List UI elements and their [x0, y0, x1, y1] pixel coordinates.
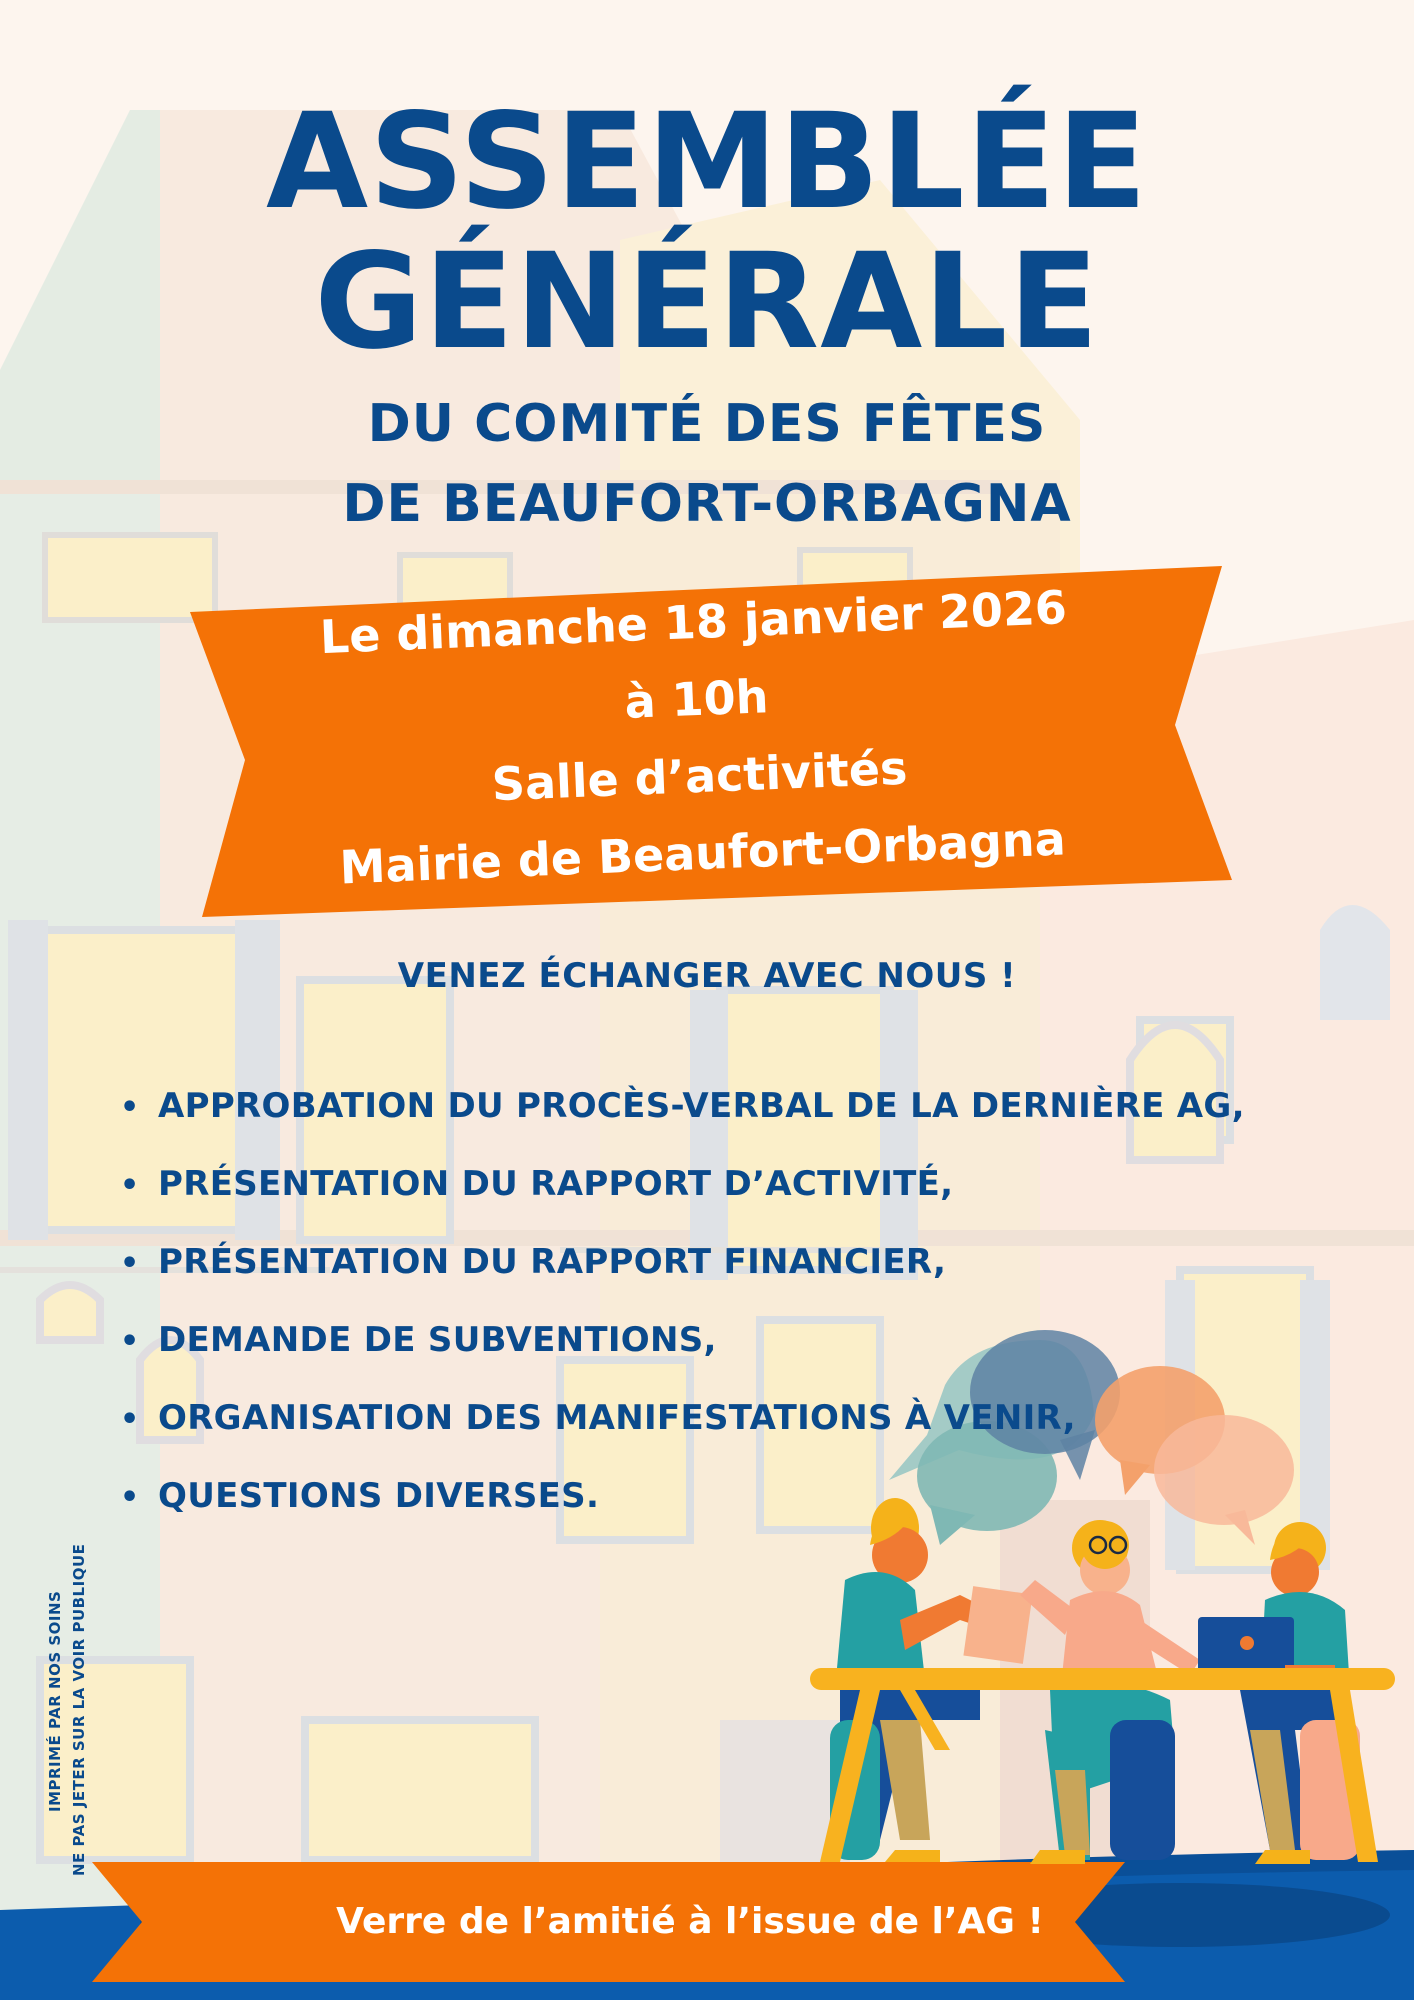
event-date: Le dimanche 18 janvier 2026 [318, 580, 1068, 665]
agenda-item: • APPROBATION DU PROCÈS-VERBAL DE LA DERNIÈRE AG, [120, 1068, 1245, 1146]
invite-heading: VENEZ ÉCHANGER AVEC NOUS ! [397, 956, 1017, 996]
event-details [222, 565, 1174, 910]
agenda-item: • ORGANISATION DES MANIFESTATIONS À VENIR, [120, 1380, 1245, 1458]
agenda-item: • DEMANDE DE SUBVENTIONS, [120, 1302, 1245, 1380]
agenda-item: • QUESTIONS DIVERSES. [120, 1458, 1245, 1536]
footer-message: Verre de l’amitié à l’issue de l’AG ! [336, 1901, 1044, 1942]
print-notice [34, 1500, 94, 1880]
event-time: à 10h [623, 669, 770, 729]
print-notice-line-1: IMPRIMÉ PAR NOS SOINS [46, 1590, 64, 1812]
event-room: Salle d’activités [490, 740, 909, 812]
subtitle-line-1: DU COMITÉ DES FÊTES [367, 394, 1047, 454]
title-line-1: ASSEMBLÉE [266, 85, 1148, 239]
event-place: Mairie de Beaufort-Orbagna [338, 811, 1067, 895]
print-notice-line-2: NE PAS JETER SUR LA VOIR PUBLIQUE [70, 1543, 88, 1876]
agenda-item: • PRÉSENTATION DU RAPPORT D’ACTIVITÉ, [120, 1146, 1245, 1224]
agenda-list [120, 1068, 1245, 1536]
subtitle-line-2: DE BEAUFORT-ORBAGNA [342, 474, 1072, 534]
title-line-2: GÉNÉRALE [314, 225, 1100, 379]
agenda-item: • PRÉSENTATION DU RAPPORT FINANCIER, [120, 1224, 1245, 1302]
